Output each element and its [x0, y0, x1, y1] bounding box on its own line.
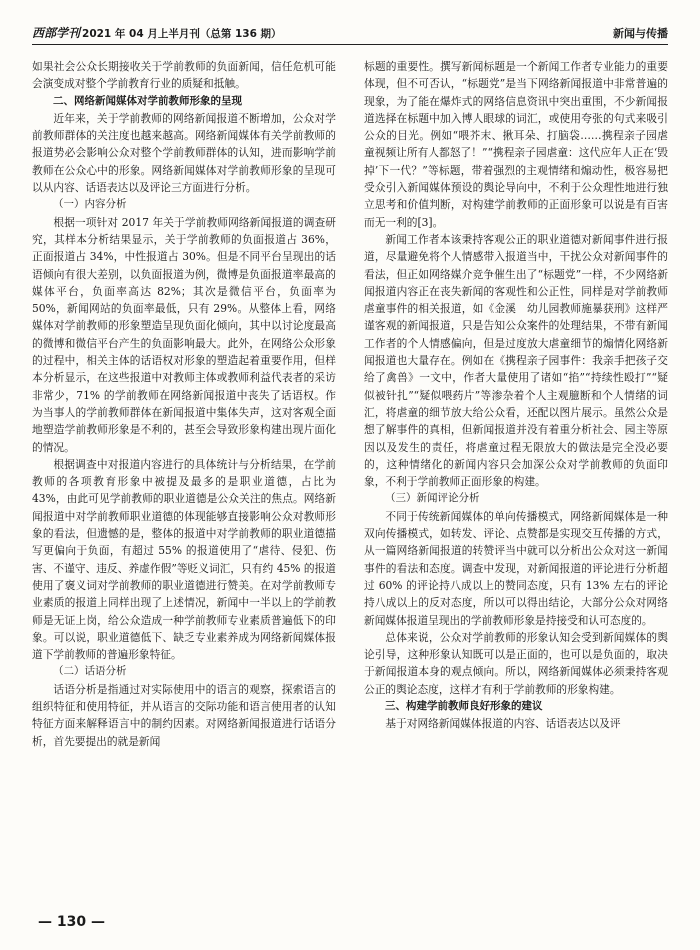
issue-info: 2021 年 04 月上半月刊（总第 136 期） — [82, 28, 282, 40]
journal-issue-line — [32, 24, 282, 44]
paragraph: 总体来说，公众对学前教师的形象认知会受到新闻媒体的舆论引导，这种形象认知既可以是正面的，也可以是负面的，取决于新闻报道本身的观点倾向。所以，网络新闻媒体必须秉持客观公正的舆论态度，这样才有利于学前教师的形象构建。 — [364, 630, 668, 696]
journal-name: 西部学刊 — [32, 26, 81, 40]
right-column — [364, 58, 668, 890]
paragraph: 基于对网络新闻媒体报道的内容、话语表达以及评 — [385, 717, 621, 731]
subsection-heading: （二）话语分析 — [53, 665, 127, 678]
left-column — [32, 58, 336, 890]
paragraph: 标题的重要性。撰写新闻标题是一个新闻工作者专业能力的重要体现，但不可否认，“标题党”是当下网络新闻报道中非常普遍的现象，为了能在爆炸式的网络信息资讯中突出重围，不少新闻报道选择在标题中加入博人眼球的词汇，或使用夸张的句式来吸引公众的目光。例如“喂芥末、揪耳朵、打脑袋……携程亲子园虐童视频让所有人都怒了！”“携程亲子园虐童：这代应年人正在‘毁掉’下一代？”等标题，带着强烈的主观情绪和煽动性，极容易把受众引入新闻媒体预设的舆论导向中，不利于公众理性地进行独立思考和价值判断，对构建学前教师的正面形象可以说是有百害而无一利的[3]。 — [364, 60, 668, 229]
running-header — [32, 22, 668, 45]
section-heading: 二、网络新闻媒体对学前教师形象的呈现 — [53, 94, 242, 107]
subsection-heading: （三）新闻评论分析 — [385, 492, 480, 505]
subsection-heading: （一）内容分析 — [53, 198, 127, 211]
paragraph: 根据一项针对 2017 年关于学前教师网络新闻报道的调查研究，其样本分析结果显示，关于学前教师的负面报道占 36%，正面报道占 34%，中性报道占 30%。但是不同平台呈现出的话语倾向有很大差别，以负面报道为例，微博是负面报道率最高的媒体平台，负面率高达 82%；其次是微信平台，负面率为 50%，新闻网站的负面率最低，只有 29%。从整体上看，网络媒体对学前教师的形象塑造呈现负面化倾向，其中以讨论度最高的微博和微信平台产生的负面影响最大。此外，在网络公众形象的过程中，相关主体的话语权对形象的塑造起着重要作用，但样本分析显示，在这些报道中对教师主体或教师利益代表者的采访非常少，71% 的学前教师在网络新闻报道中丧失了话语权。作为当事人的学前教师群体在新闻报道中集体失声，这对客观全面地塑造学前教师形象是不利的，甚至会导致形象构建出现片面化的情况。 — [32, 215, 336, 454]
section-heading: 三、构建学前教师良好形象的建议 — [385, 699, 543, 712]
article-body — [32, 58, 668, 890]
page-number: — 130 — — [38, 914, 105, 930]
paragraph: 如果社会公众长期接收关于学前教师的负面新闻，信任危机可能会演变成对整个学前教育行业的质疑和抵触。 — [32, 60, 336, 91]
paragraph: 不同于传统新闻媒体的单向传播模式，网络新闻媒体是一种双向传播模式，如转发、评论、点赞都是实现交互传播的方式，从一篇网络新闻报道的转赞评当中就可以分析出公众对这一新闻事件的看法和态度。调查中发现，对新闻报道的评论进行分析超过 60% 的评论持八成以上的赞同态度，只有 13% 左右的评论持八成以上的反对态度，所以可以得出结论，大部分公众对网络新闻媒体报道呈现出的学前教师形象是持接受和认可态度的。 — [364, 509, 668, 627]
paragraph: 话语分析是指通过对实际使用中的语言的观察，探索语言的组织特征和使用特征，并从语言的交际功能和语言使用者的认知特征方面来解释语言中的制约因素。对网络新闻报道进行话语分析，首先要提出的就是新闻 — [32, 682, 336, 748]
paragraph: 新闻工作者本该秉持客观公正的职业道德对新闻事件进行报道，尽量避免将个人情感带入报道当中，干扰公众对新闻事件的看法，但正如网络媒介竞争催生出了“标题党”一样，不少网络新闻报道内容正在丧失新闻的客观性和公正性，同样是对学前教师虐童事件的相关报道，如《金溪 幼儿园教师施暴获刑》这样严谨客观的新闻报道，只是告知公众案件的处理结果，不带有新闻工作者的个人情感偏向，但是过度放大虐童细节的煽情化网络新闻报道也大量存在。例如在《携程亲子园事件：我亲手把孩子交给了禽兽》一文中，作者大量使用了诸如“掐”“持续性殴打”“疑似被针扎”“疑似喂药片”等渗杂着个人主观臆断和个人情绪的词汇，将虐童的细节放大给公众看，还配以图片展示。虽然公众是想了解事件的真相，但新闻报道并没有着重分析社会、园主等原因以及发生的责任，将虐童过程无限放大的做法是完全没必要的，这种情绪化的新闻内容只会加深公众对学前教师的负面印象，不利于学前教师正面形象的构建。 — [364, 232, 668, 489]
paragraph: 根据调查中对报道内容进行的具体统计与分析结果，在学前教师的各项教育形象中被提及最多的是职业道德，占比为 43%，由此可见学前教师的职业道德是公众关注的焦点。网络新闻报道中对学前教师职业道德的体现能够直接影响公众对教师形象的看法，但遗憾的是，整体的报道中对学前教师的职业道德描写更偏向于负面，有超过 55% 的报道使用了“虐待、侵犯、伤害、不谨守、违反、养虚作假”等贬义词汇，只有约 45% 的报道使用了褒义词对学前教师的职业道德进行赞美。在对学前教师专业素质的报道上同样出现了上述情况，新闻中一半以上的学前教师是无证上岗，给公众造成一种学前教师专业素质普遍低下的印象。可以说，职业道德低下、缺乏专业素养成为网络新闻媒体报道下学前教师的普遍形象特征。 — [32, 457, 336, 662]
section-name: 新闻与传播 — [613, 27, 668, 40]
paragraph: 近年来，关于学前教师的网络新闻报道不断增加，公众对学前教师群体的关注度也越来越高。网络新闻媒体有关学前教师的报道势必会影响公众对整个学前教师群体的认知，进而影响学前教师在公众心中的形象。网络新闻媒体对学前教师形象的呈现可以从内容、话语表达以及评论三方面进行分析。 — [32, 111, 336, 195]
